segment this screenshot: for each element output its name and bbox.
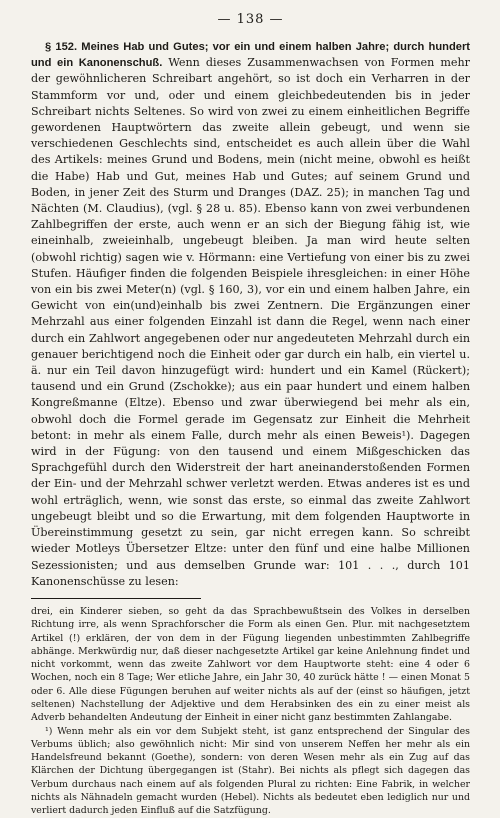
section-heading: § 152. Meines Hab und Gutes; vor ein und einem halben Jahre; durch hundert und ein Kanonenschuß. bbox=[31, 41, 470, 70]
footnote-continuation: drei, ein Kinderer sieben, so geht da das Sprachbewußtsein des Volkes in derselben Richtung irre, als wenn Sprachforscher die Form als einen Gen. Plur. mit nachgesetztem Artikel (!) erklären, der von dem in der Fügung liegenden unbestimmten Zahlbegriffe abhänge. Merkwürdig nur, daß dieser nachgesetzte Artikel gar keine Anlehnung findet und nicht vorkommt, wenn das zweite Zahlwort vor dem Hauptworte steht: eine 4 oder 6 Wochen, noch ein 8 Tage; Wer etliche Jahre, ein Jahr 30, 40 zurück hätte ! — einen Monat 5 oder 6. Alle diese Fügungen beruhen auf weiter nichts als auf der (einst so häufigen, jetzt seltenen) Nachstellung der Adjektive und dem Herabsinken des ein zu einer meist als Adverb behandelten Andeutung der Einheit in einer nicht ganz bestimmten Zahlangabe. bbox=[31, 605, 470, 724]
footnote-divider bbox=[31, 598, 201, 599]
main-paragraph bbox=[31, 39, 470, 590]
main-text: Wenn dieses Zusammenwachsen von Formen mehr der gewöhnlicheren Schreibart angehört, so ist doch ein Verharren in der Stammform vor und, oder und einem gleichbedeutenden bis in jeder Schreibart nichts Seltenes. So wird von zwei zu einem einheitlichen Begriffe gewordenen Hauptwörtern das zweite allein gebeugt, und wenn sie verschiedenen Geschlechts sind, entscheidet es auch allein über die Wahl des Artikels: meines Grund und Bodens, mein (nicht meine, obwohl es heißt die Habe) Hab und Gut, meines Hab und Gutes; auf seinem Grund und Boden, in jener Zeit des Sturm und Dranges (DAZ. 25); in manchen Tag und Nächten (M. Claudius), (vgl. § 28 u. 85). Ebenso kann von zwei verbundenen Zahlbegriffen der erste, auch wenn er an sich der Biegung fähig ist, wie eineinhalb, zweieinhalb, ungebeugt bleiben. Ja man wird heute selten (obwohl richtig) sagen wie v. Hörmann: eine Vertiefung von einer bis zu zwei Stufen. Häufiger finden die folgenden Beispiele ihresgleichen: in einer Höhe von ein bis zwei Meter(n) (vgl. § 160, 3), vor ein und einem halben Jahre, ein Gewicht von ein(und)einhalb bis zwei Zentnern. Die Ergänzungen einer Mehrzahl aus einer folgenden Einzahl ist dann die Regel, wenn nach einer durch ein Zahlwort angegebenen oder nur angedeuteten Mehrzahl durch ein genauer berichtigend noch die Einheit oder gar durch ein halb, ein viertel u. ä. nur ein Teil davon hinzugefügt wird: hundert und ein Kamel (Rückert); tausend und ein Grund (Zschokke); aus ein paar hundert und einem halben Kongreßmanne (Eltze). Ebenso und zwar überwiegend bei mehr als ein, obwohl doch die Formel gerade im Gegensatz zur Einheit die Mehrheit betont: in mehr als einem Falle, durch mehr als einen Beweis¹). Dagegen wird in der Fügung: von den tausend und einem Mißgeschicken das Sprachgefühl durch den Widerstreit der hart aneinanderstoßenden Formen der Ein- und der Mehrzahl schwer verletzt werden. Etwas anderes ist es und wohl erträglich, wenn, wie sonst das erste, so einmal das zweite Zahlwort ungebeugt bleibt und so die Erwartung, mit dem folgenden Hauptworte in Übereinstimmung gesetzt zu sein, gar nicht erregen kann. So schreibt wieder Motleys Übersetzer Eltze: unter den fünf und eine halbe Millionen Sezessionisten; und aus demselben Grunde war: 101 . . ., durch 101 Kanonenschüsse zu lesen: bbox=[31, 56, 471, 588]
page-number: — 138 — bbox=[217, 12, 284, 27]
footnotes bbox=[31, 605, 470, 818]
footnote-1: ¹) Wenn mehr als ein vor dem Subjekt steht, ist ganz entsprechend der Singular des Verbums üblich; also gewöhnlich nicht: Mir sind von unserem Neffen her mehr als ein Handelsfreund bekannt (Goethe), sondern: von deren Wesen mehr als ein Zug auf das Klärchen der Dichtung übergegangen ist (Stahr). Bei nichts als pflegt sich dagegen das Verbum durchaus nach einem auf als folgenden Plural zu richten: Eine Fabrik, in welcher nichts als Nähnadeln gemacht wurden (Hebel). Nichts als bedeutet eben lediglich nur und verliert dadurch jeden Einfluß auf die Satzfügung. bbox=[31, 725, 470, 817]
